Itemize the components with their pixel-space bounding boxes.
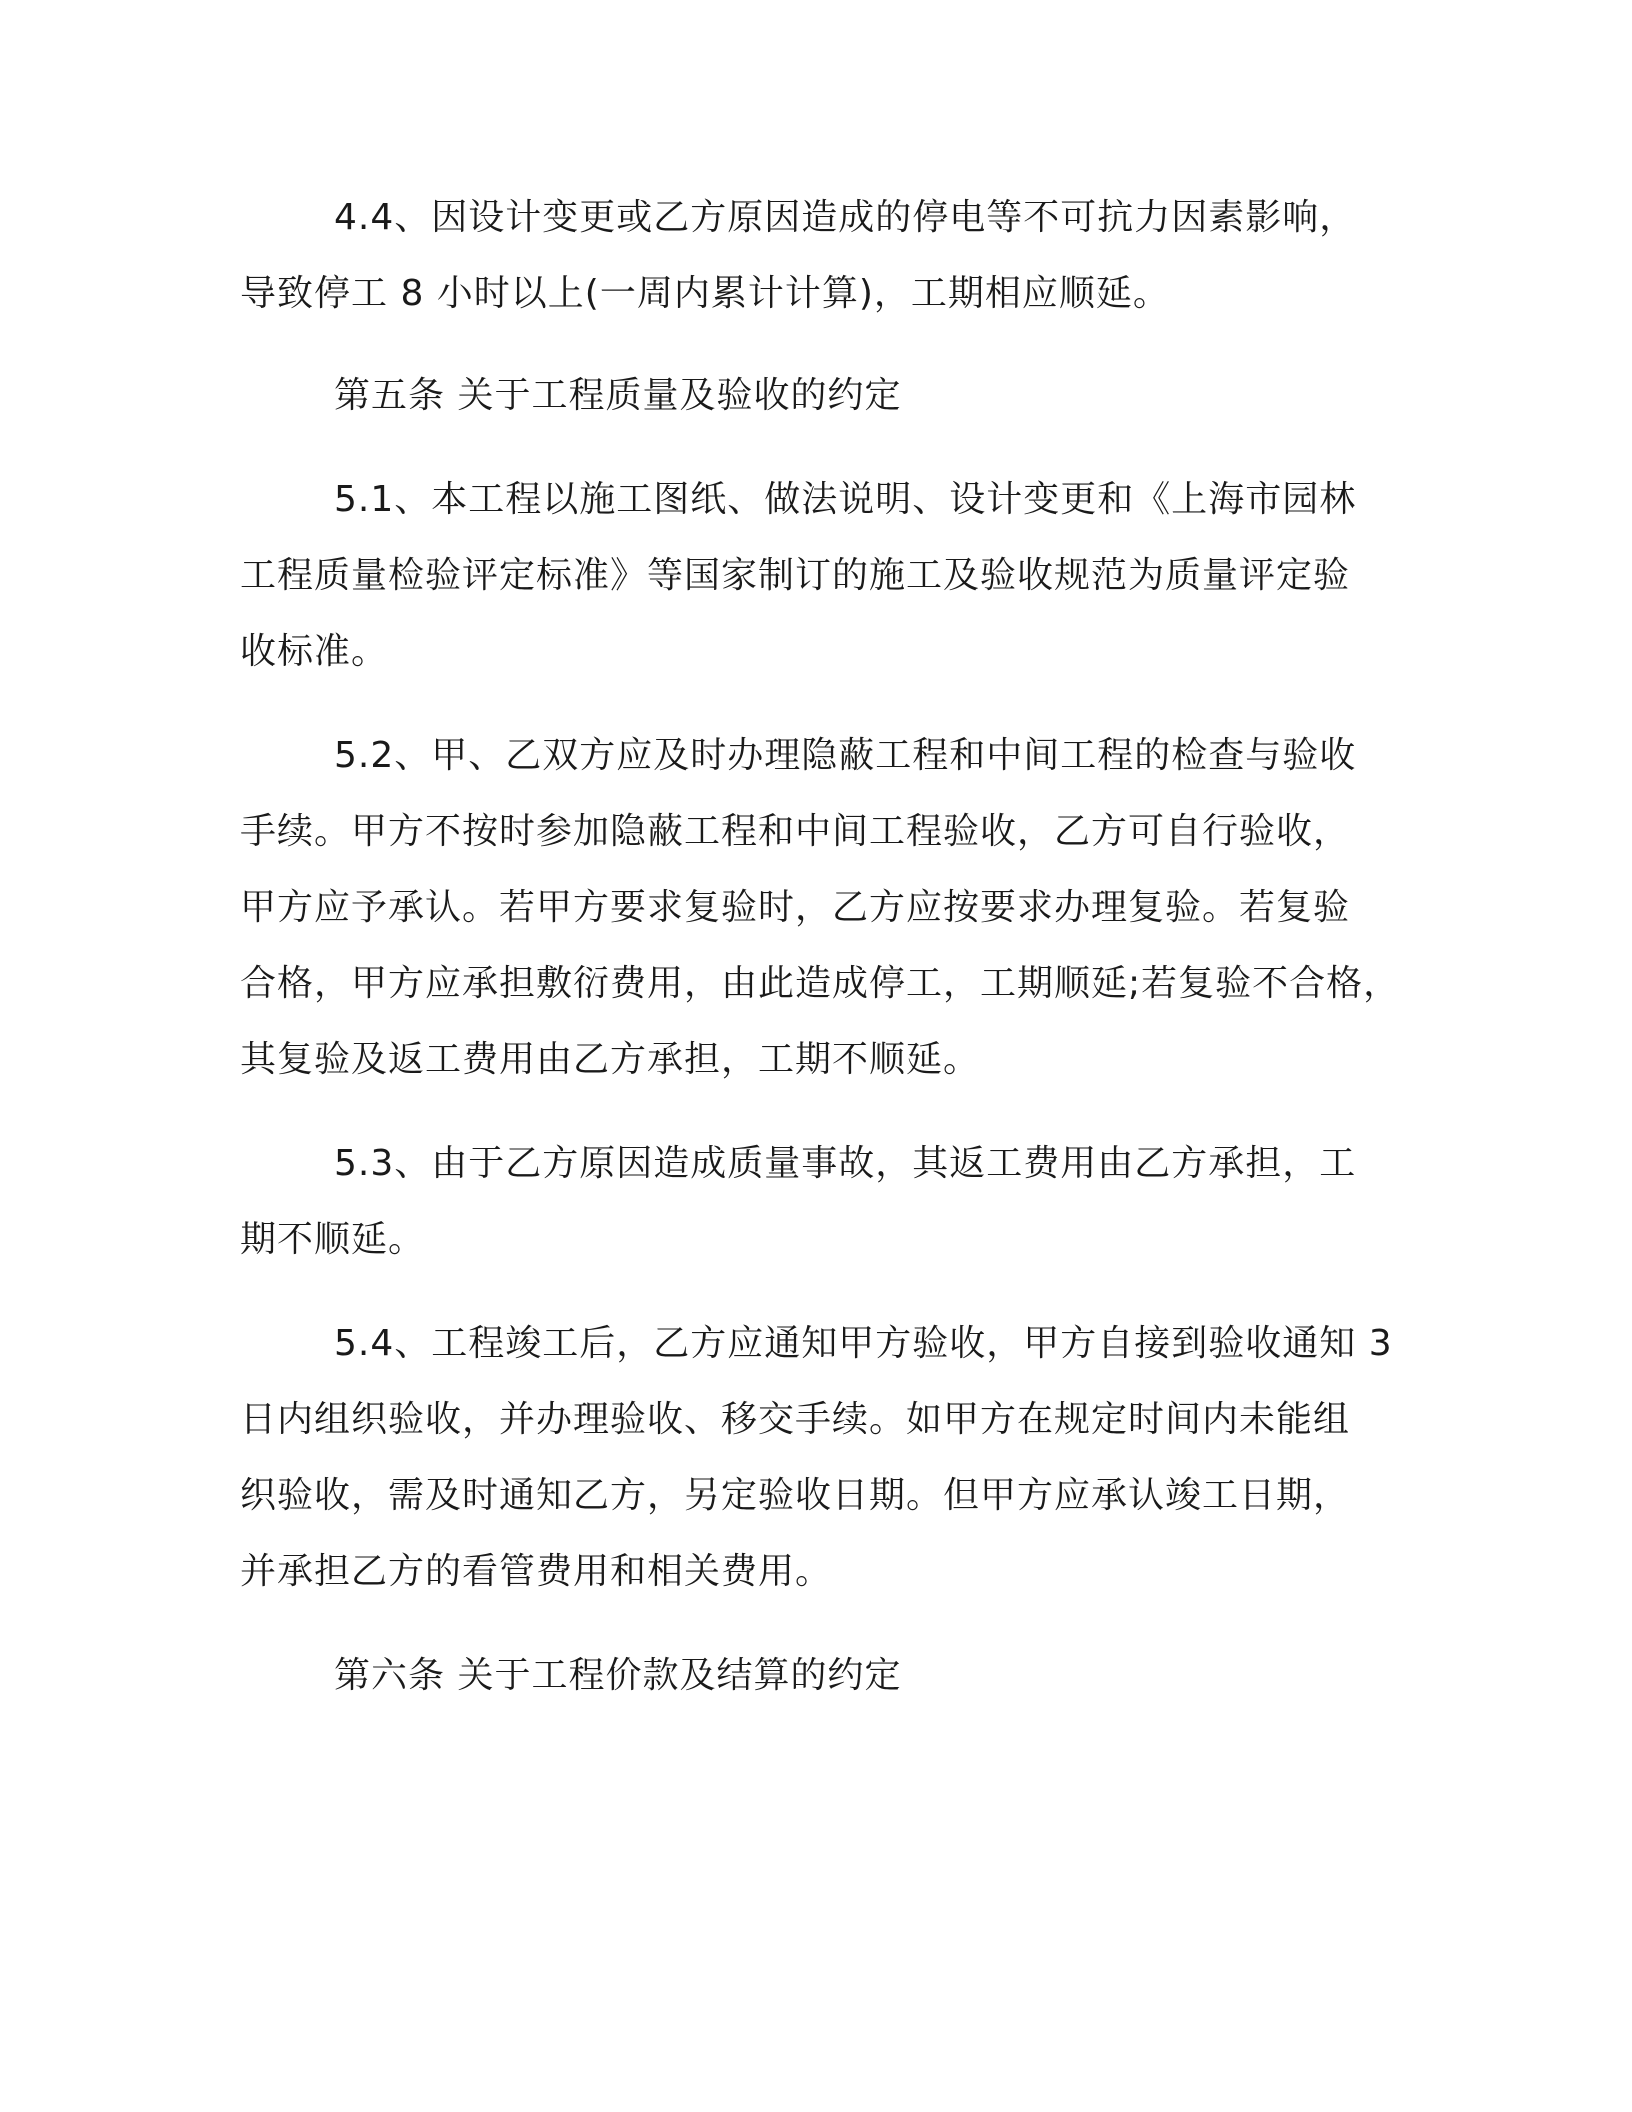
clause-5-2-line-2: 手续。甲方不按时参加隐蔽工程和中间工程验收，乙方可自行验收，	[240, 811, 1351, 852]
clause-4-4-line-1: 4.4、因设计变更或乙方原因造成的停电等不可抗力因素影响，	[334, 197, 1357, 238]
clause-5-2-line-1: 5.2、甲、乙双方应及时办理隐蔽工程和中间工程的检查与验收	[334, 735, 1357, 776]
clause-5-2-line-3: 甲方应予承认。若甲方要求复验时，乙方应按要求办理复验。若复验	[240, 887, 1351, 928]
clause-5-4-line-3: 织验收，需及时通知乙方，另定验收日期。但甲方应承认竣工日期，	[240, 1475, 1351, 1516]
clause-5-1-line-3: 收标准。	[240, 631, 389, 672]
article-6-heading: 第六条 关于工程价款及结算的约定	[334, 1655, 902, 1696]
clause-5-3-line-1: 5.3、由于乙方原因造成质量事故，其返工费用由乙方承担，工	[334, 1143, 1357, 1184]
clause-4-4-line-2: 导致停工 8 小时以上(一周内累计计算)，工期相应顺延。	[240, 273, 1170, 314]
clause-5-3-line-2: 期不顺延。	[240, 1219, 426, 1260]
clause-5-4-line-1: 5.4、工程竣工后，乙方应通知甲方验收，甲方自接到验收通知 3	[334, 1323, 1393, 1364]
clause-5-2-line-4: 合格，甲方应承担敷衍费用，由此造成停工，工期顺延;若复验不合格，	[240, 963, 1401, 1004]
clause-5-1-line-2: 工程质量检验评定标准》等国家制订的施工及验收规范为质量评定验	[240, 555, 1351, 596]
clause-5-4-line-4: 并承担乙方的看管费用和相关费用。	[240, 1551, 833, 1592]
clause-5-4-line-2: 日内组织验收，并办理验收、移交手续。如甲方在规定时间内未能组	[240, 1399, 1351, 1440]
article-5-heading: 第五条 关于工程质量及验收的约定	[334, 375, 902, 416]
clause-5-2-line-5: 其复验及返工费用由乙方承担，工期不顺延。	[240, 1039, 981, 1080]
clause-5-1-line-1: 5.1、本工程以施工图纸、做法说明、设计变更和《上海市园林	[334, 479, 1357, 520]
